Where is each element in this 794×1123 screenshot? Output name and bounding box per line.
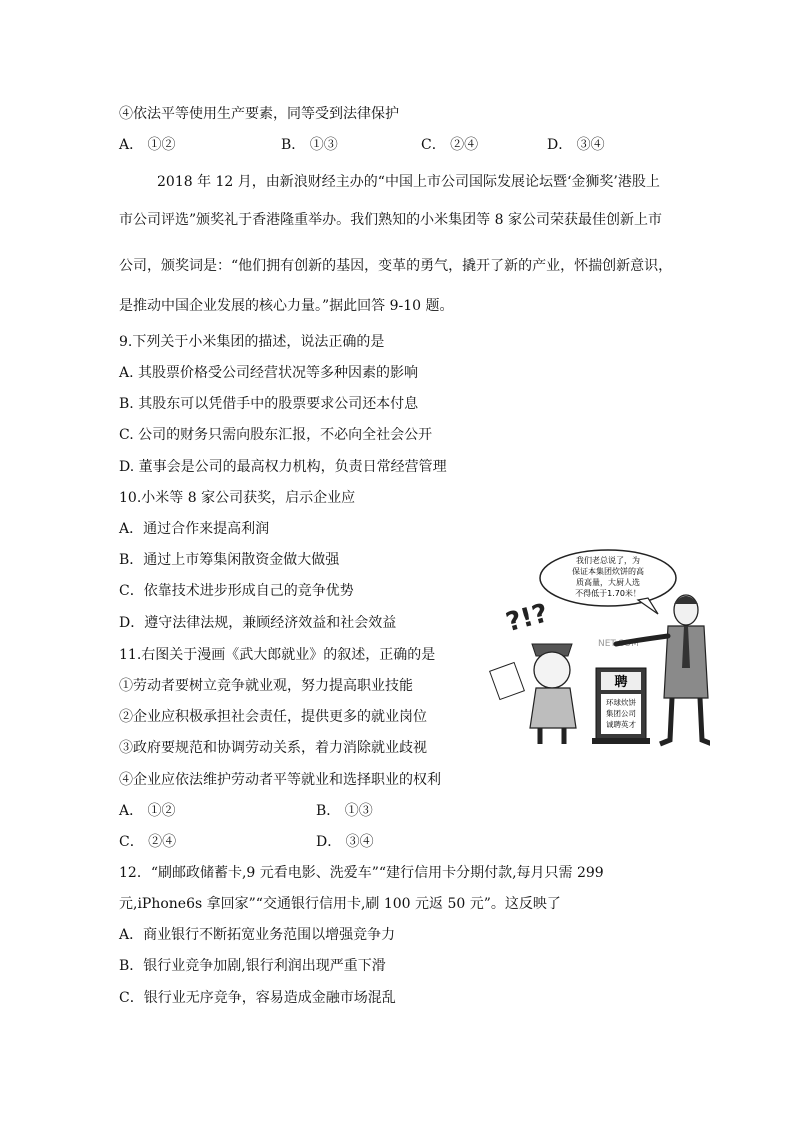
cartoon-illustration xyxy=(488,548,710,748)
q11-item-3: ③政府要规范和协调劳动关系，着力消除就业歧视 xyxy=(119,740,427,756)
passage-line-1: 2018 年 12 月，由新浪财经主办的“中国上市公司国际发展论坛暨‘金狮奖’港股上 xyxy=(157,174,660,190)
sign-line-1: 环球炊饼 xyxy=(606,698,636,707)
watermark: NET.COM xyxy=(598,639,639,649)
q8-option-a: A． ①② xyxy=(119,137,176,153)
speech-line-4: 不得低于1.70米！ xyxy=(575,589,641,598)
q12-option-c: C．银行业无序竞争，容易造成金融市场混乱 xyxy=(119,990,396,1006)
q11-stem: 11.右图关于漫画《武大郎就业》的叙述，正确的是 xyxy=(119,647,436,663)
passage-line-3: 公司，颁奖词是：“他们拥有创新的基因，变革的勇气，撬开了新的产业，怀揣创新意识， xyxy=(119,258,673,274)
speech-line-2: 保证本集团炊饼的高 xyxy=(572,567,644,576)
q8-option-d: D． ③④ xyxy=(547,137,605,153)
q8-option-c: C． ②④ xyxy=(421,137,479,153)
q12-option-a: A．商业银行不断拓宽业务范围以增强竞争力 xyxy=(119,927,396,943)
short-man-figure xyxy=(490,644,576,744)
q9-stem: 9.下列关于小米集团的描述，说法正确的是 xyxy=(119,334,385,350)
q12-stem-line-1: 12．“刷邮政储蓄卡,9 元看电影、洗爱车”“建行信用卡分期付款,每月只需 299 xyxy=(119,865,604,881)
sign-line-3: 诚聘英才 xyxy=(606,720,636,729)
q10-option-a: A．通过合作来提高利润 xyxy=(119,521,270,537)
q11-option-b: B． ①③ xyxy=(316,803,373,819)
q9-option-c: C. 公司的财务只需向股东汇报，不必向全社会公开 xyxy=(119,427,433,443)
passage-line-4: 是推动中国企业发展的核心力量。”据此回答 9-10 题。 xyxy=(119,298,454,314)
sign-line-2: 集团公司 xyxy=(606,709,636,718)
q9-option-d: D. 董事会是公司的最高权力机构，负责日常经营管理 xyxy=(119,459,447,475)
sign-title: 聘 xyxy=(614,675,628,690)
confused-marks: ?!? xyxy=(502,598,552,639)
q11-option-c: C． ②④ xyxy=(119,834,177,850)
speech-bubble xyxy=(540,550,676,614)
recruit-sign xyxy=(592,668,650,744)
q11-option-a: A． ①② xyxy=(119,803,176,819)
speech-line-1: 我们老总说了，为 xyxy=(576,556,640,565)
q8-option-b: B． ①③ xyxy=(281,137,338,153)
passage-line-2: 市公司评选”颁奖礼于香港隆重举办。我们熟知的小米集团等 8 家公司荣获最佳创新上市 xyxy=(119,212,662,228)
q9-option-b: B. 其股东可以凭借手中的股票要求公司还本付息 xyxy=(119,396,419,412)
q12-option-b: B．银行业竞争加剧,银行利润出现严重下滑 xyxy=(119,958,386,974)
q8-item-4: ④依法平等使用生产要素，同等受到法律保护 xyxy=(119,106,399,122)
q10-option-c: C．依靠技术进步形成自己的竞争优势 xyxy=(119,583,354,599)
q9-option-a: A. 其股票价格受公司经营状况等多种因素的影响 xyxy=(119,365,419,381)
q11-item-4: ④企业应依法维护劳动者平等就业和选择职业的权利 xyxy=(119,772,441,788)
q11-item-1: ①劳动者要树立竞争就业观，努力提高职业技能 xyxy=(119,678,413,694)
q10-option-b: B．通过上市筹集闲散资金做大做强 xyxy=(119,552,340,568)
q10-stem: 10.小米等 8 家公司获奖，启示企业应 xyxy=(119,490,356,506)
q11-item-2: ②企业应积极承担社会责任，提供更多的就业岗位 xyxy=(119,709,427,725)
speech-line-3: 质高量，大厨人选 xyxy=(576,578,640,587)
q12-stem-line-2: 元,iPhone6s 拿回家”“交通银行信用卡,刷 100 元返 50 元”。这反映了 xyxy=(119,896,561,912)
q11-option-d: D． ③④ xyxy=(316,834,374,850)
q10-option-d: D．遵守法律法规，兼顾经济效益和社会效益 xyxy=(119,615,397,631)
